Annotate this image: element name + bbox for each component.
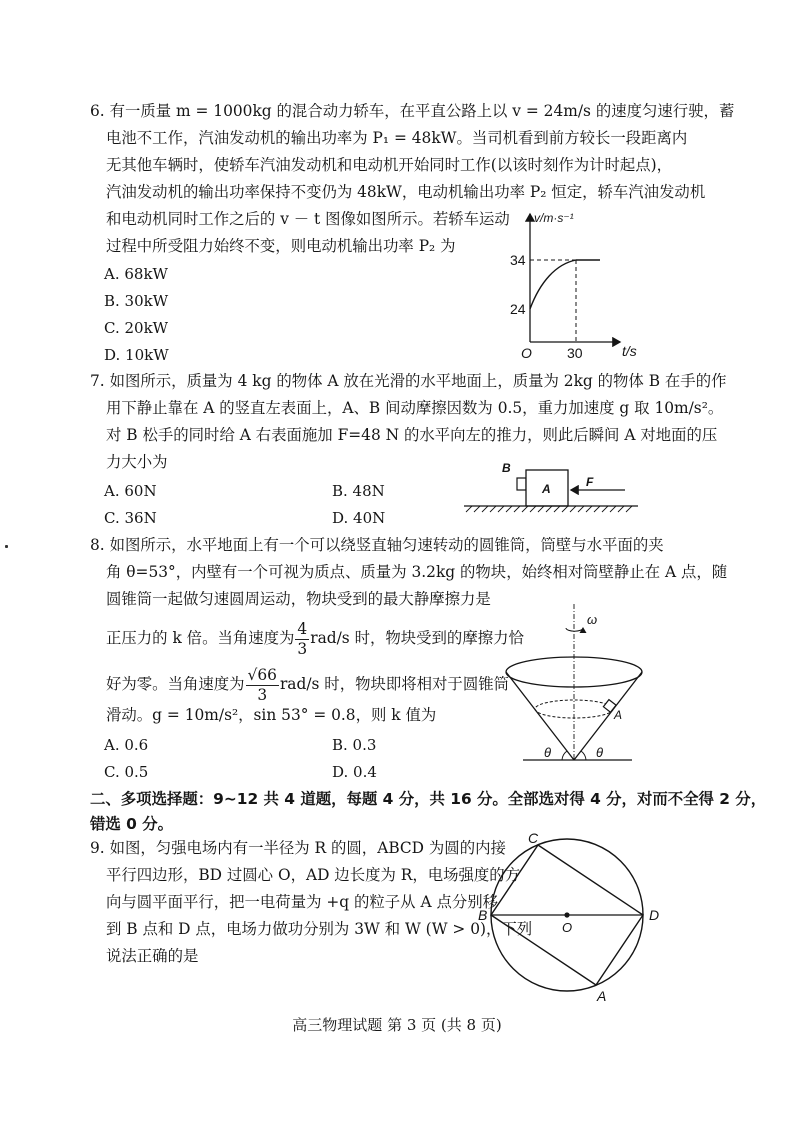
q8-line-1: 8. 如图所示，水平地面上有一个可以绕竖直轴匀速转动的圆锥筒，筒壁与水平面的夹: [90, 536, 664, 554]
q8-line-4-pre: 正压力的 k 倍。当角速度为: [106, 629, 295, 647]
q6-line-4: 汽油发动机的输出功率保持不变仍为 48kW，电动机输出功率 P₂ 恒定，轿车汽油发动机: [106, 183, 706, 201]
q6-graph-tick-24: 24: [510, 301, 526, 317]
q8-angle-left: [562, 751, 567, 760]
q6-option-b: B. 30kW: [104, 292, 169, 310]
q8-fraction-1-num: 4: [297, 619, 308, 638]
q8-label-a: A: [614, 708, 623, 722]
q8-angle-right: [581, 751, 586, 760]
q6-line-2: 电池不工作，汽油发动机的输出功率为 P₁ = 48kW。当司机看到前方较长一段距离内: [106, 129, 688, 147]
q8-fraction-2-den: 3: [257, 685, 268, 704]
q8-line-5: [106, 664, 509, 705]
q9-label-c: C: [528, 830, 539, 846]
q7-label-f: F: [586, 475, 594, 489]
q7-block-b: [517, 478, 526, 490]
section2-heading-line-2: 错选 0 分。: [90, 815, 173, 833]
q8-line-6: 滑动。g = 10m/s²，sin 53° = 0.8，则 k 值为: [106, 706, 437, 724]
q7-label-a: A: [542, 482, 551, 496]
q6-vt-graph: [500, 208, 640, 361]
q8-option-a: A. 0.6: [104, 736, 149, 754]
q7-line-1: 7. 如图所示，质量为 4 kg 的物体 A 放在光滑的水平地面上，质量为 2kg 的物体 B 在手的作: [90, 372, 727, 390]
q6-option-d: D. 10kW: [104, 346, 169, 364]
q9-label-b: B: [478, 907, 488, 923]
q6-graph-y-label: v/m·s⁻¹: [534, 211, 574, 225]
q7-ground-hatch: [466, 506, 632, 512]
q8-option-c: C. 0.5: [104, 763, 149, 781]
page-footer: 高三物理试题 第 3 页 (共 8 页): [292, 1016, 502, 1034]
q6-graph-curve: [530, 260, 600, 309]
q8-theta-left: θ: [544, 745, 552, 760]
q6-option-a: A. 68kW: [104, 265, 168, 283]
q8-theta-right: θ: [596, 745, 604, 760]
q9-line-3: 向与圆平面平行，把一电荷量为 +q 的粒子从 A 点分别移: [106, 893, 499, 911]
q6-line-5: 和电动机同时工作之后的 v － t 图像如图所示。若轿车运动: [106, 210, 510, 228]
q7-block-figure: [460, 458, 640, 518]
q7-label-b: B: [502, 461, 511, 475]
q8-fraction-1: [295, 620, 309, 659]
q9-line-1: 9. 如图，匀强电场内有一半径为 R 的圆，ABCD 为圆的内接: [90, 839, 506, 857]
q7-line-4: 力大小为: [106, 453, 168, 471]
q9-center-dot: [564, 912, 569, 917]
q9-line-4: 到 B 点和 D 点，电场力做功分别为 3W 和 W (W > 0)，下列: [106, 920, 533, 938]
q6-graph-tick-34: 34: [510, 252, 526, 268]
q8-line-4: [106, 618, 524, 659]
q9-label-d: D: [649, 907, 660, 923]
q7-line-2: 用下静止靠在 A 的竖直左表面上，A、B 间动摩擦因数为 0.5，重力加速度 g 取 10m/s²。: [106, 399, 724, 417]
q7-option-d: D. 40N: [332, 509, 386, 527]
q7-option-b: B. 48N: [332, 482, 385, 500]
q9-label-a: A: [597, 988, 607, 1004]
q8-line-5-pre: 好为零。当角速度为: [106, 675, 245, 693]
q8-fraction-2-num: √66: [247, 665, 277, 684]
q6-graph-origin: O: [521, 345, 532, 361]
q7-line-3: 对 B 松手的同时给 A 右表面施加 F=48 N 的水平向左的推力，则此后瞬间 A 对地面的压: [106, 426, 718, 444]
section2-heading-line-1: 二、多项选择题：9~12 共 4 道题，每题 4 分，共 16 分。全部选对得 4 分，对而不全得 2 分，: [90, 790, 767, 808]
q8-option-b: B. 0.3: [332, 736, 377, 754]
q8-line-4-post: rad/s 时，物块受到的摩擦力恰: [310, 629, 524, 647]
q6-graph-x-label: t/s: [622, 343, 637, 359]
q8-option-d: D. 0.4: [332, 763, 377, 781]
q8-omega-label: ω: [587, 612, 598, 627]
q9-label-o: O: [562, 920, 573, 935]
q8-line-5-post: rad/s 时，物块即将相对于圆锥筒: [279, 675, 509, 693]
q6-graph-tick-30: 30: [567, 345, 583, 361]
q8-line-3: 圆锥筒一起做匀速圆周运动，物块受到的最大静摩擦力是: [106, 590, 491, 608]
q6-line-1: 6. 有一质量 m = 1000kg 的混合动力轿车，在平直公路上以 v = 24m/s 的速度匀速行驶，蓄: [90, 102, 735, 120]
q9-line-5: 说法正确的是: [106, 947, 199, 965]
q7-option-c: C. 36N: [104, 509, 157, 527]
q9-circle-figure: [478, 828, 678, 1004]
q7-option-a: A. 60N: [104, 482, 157, 500]
q8-cone-figure: [497, 602, 657, 770]
scan-speck: [5, 545, 8, 548]
q8-fraction-2: [246, 666, 279, 705]
q6-option-c: C. 20kW: [104, 319, 169, 337]
q9-line-2: 平行四边形，BD 过圆心 O，AD 边长度为 R，电场强度的方: [106, 866, 521, 884]
q8-omega-arrow: [566, 628, 583, 631]
q6-line-3: 无其他车辆时，使轿车汽油发动机和电动机开始同时工作(以该时刻作为计时起点)，: [106, 156, 673, 174]
q6-line-6: 过程中所受阻力始终不变，则电动机输出功率 P₂ 为: [106, 237, 456, 255]
q8-fraction-1-den: 3: [297, 639, 308, 658]
q8-line-2: 角 θ=53°，内壁有一个可视为质点、质量为 3.2kg 的物块，始终相对筒壁静止在 A 点，随: [106, 563, 728, 581]
